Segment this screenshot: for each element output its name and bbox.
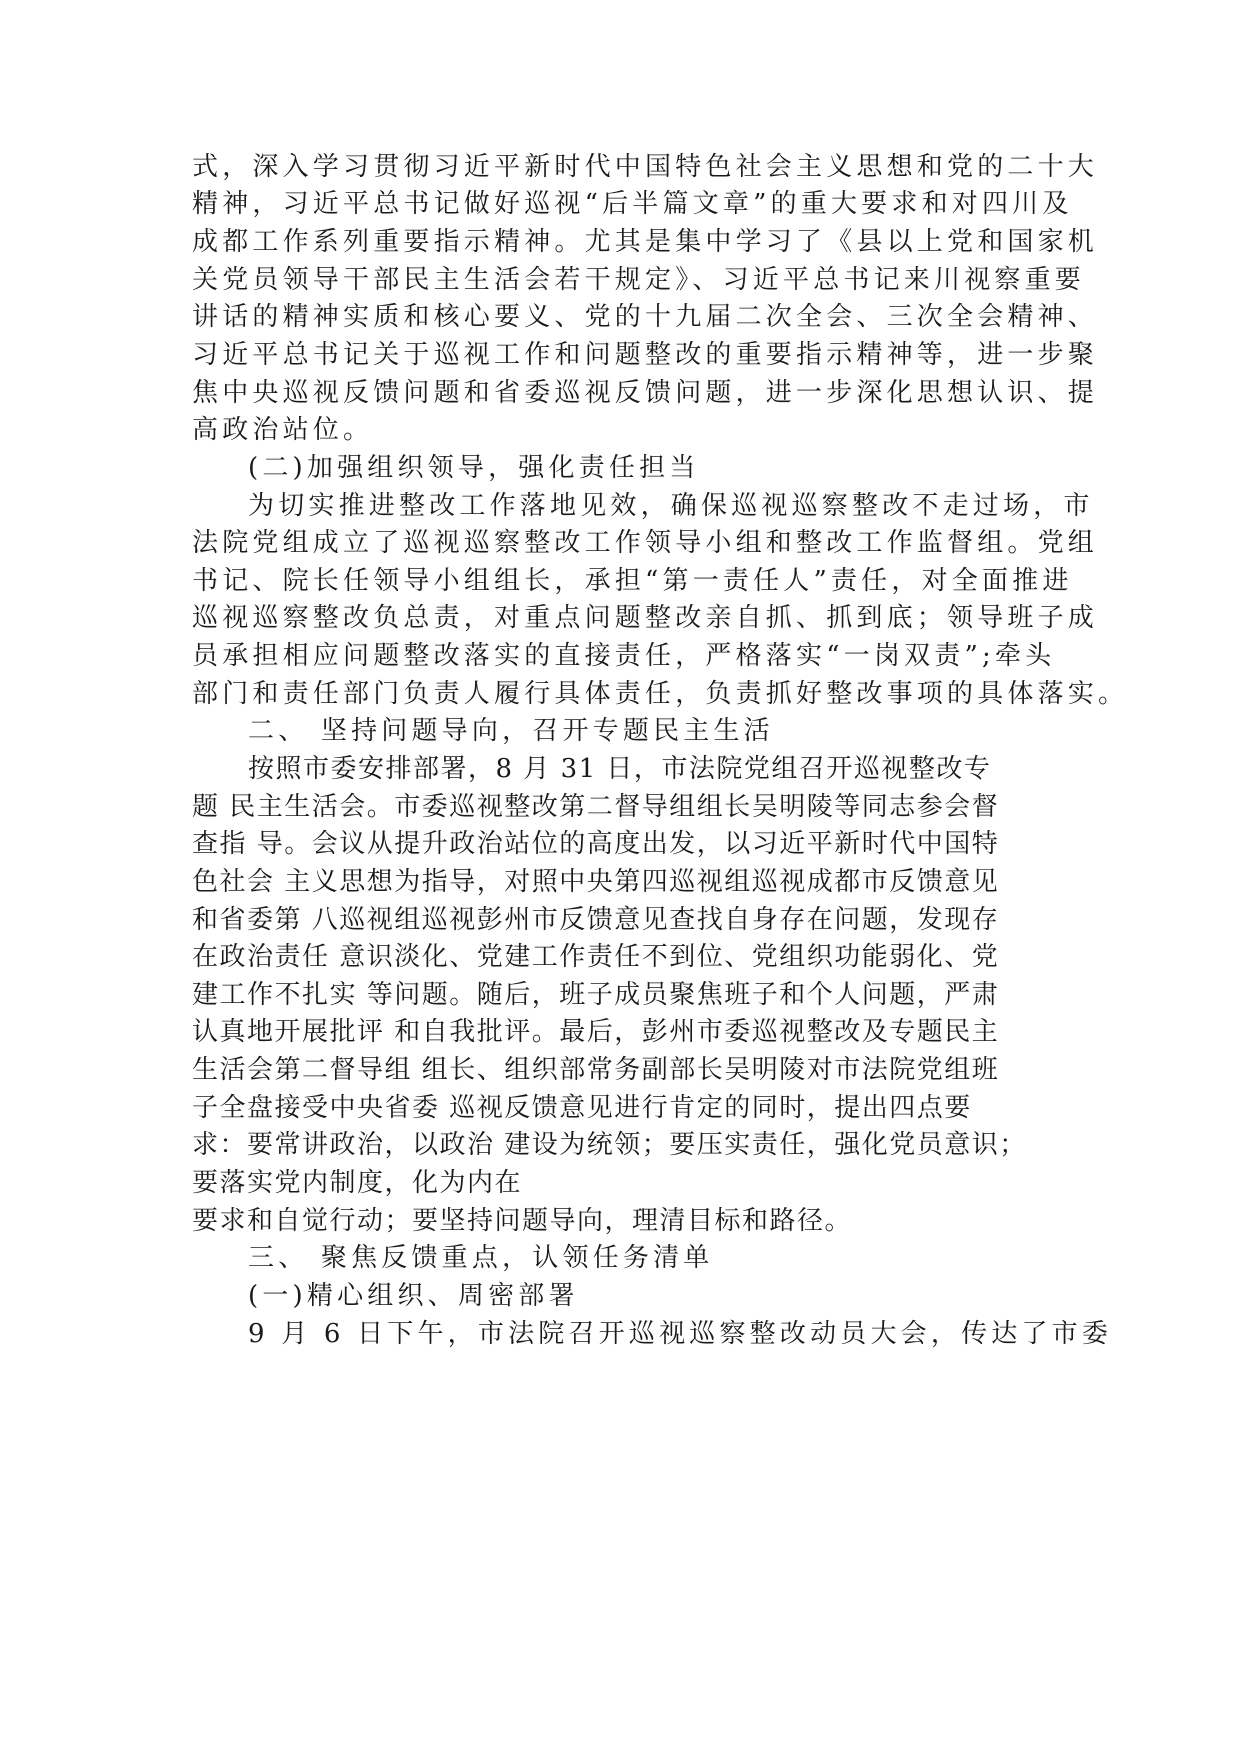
text-line: 讲话的精神实质和核心要义、党的十九届二次全会、三次全会精神、 — [192, 302, 1099, 332]
text-line: 精神，习近平总书记做好巡视“后半篇文章”的重大要求和对四川及 — [192, 189, 1073, 219]
text-line: 员承担相应问题整改落实的直接责任，严格落实“一岗双责”;牵头 — [192, 641, 1056, 671]
text-line: 生活会第二督导组 组长、组织部常务副部长吴明陵对市法院党组班 — [192, 1055, 1000, 1085]
text-line: 查指 导。会议从提升政治站位的高度出发，以习近平新时代中国特 — [192, 829, 1000, 859]
text-line: 和省委第 八巡视组巡视彭州市反馈意见查找自身存在问题，发现存 — [192, 905, 1000, 935]
text-line: 认真地开展批评 和自我批评。最后，彭州市委巡视整改及专题民主 — [192, 1017, 1000, 1047]
text-line: 建工作不扎实 等问题。随后，班子成员聚焦班子和个人问题，严肃 — [192, 980, 1000, 1010]
text-line: 要求和自觉行动；要坚持问题导向，理清目标和路径。 — [192, 1206, 853, 1236]
text-line: 高政治站位。 — [192, 415, 374, 445]
section-heading: (一)精心组织、周密部署 — [248, 1281, 579, 1311]
section-heading: 三、 聚焦反馈重点，认领任务清单 — [248, 1243, 714, 1273]
text-line: 书记、院长任领导小组组长，承担“第一责任人”责任，对全面推进 — [192, 566, 1073, 596]
text-line: 题 民主生活会。市委巡视整改第二督导组组长吴明陵等同志参会督 — [192, 792, 1000, 822]
text-line: 成都工作系列重要指示精神。尤其是集中学习了《县以上党和国家机 — [192, 227, 1099, 257]
text-line: 式，深入学习贯彻习近平新时代中国特色社会主义思想和党的二十大 — [192, 152, 1099, 182]
text-line: 按照市委安排部署，8 月 31 日，市法院党组召开巡视整改专 — [248, 754, 992, 784]
text-line: 关党员领导干部民主生活会若干规定》、习近平总书记来川视察重要 — [192, 265, 1086, 295]
text-line: 求：要常讲政治，以政治 建设为统领；要压实责任，强化党员意识； — [192, 1130, 1027, 1160]
text-line: 习近平总书记关于巡视工作和问题整改的重要指示精神等，进一步聚 — [192, 340, 1099, 370]
text-line: 要落实党内制度，化为内在 — [192, 1168, 523, 1198]
text-line: 为切实推进整改工作落地见效，确保巡视巡察整改不走过场，市 — [248, 491, 1094, 521]
text-line: 子全盘接受中央省委 巡视反馈意见进行肯定的同时，提出四点要 — [192, 1093, 972, 1123]
text-line: 法院党组成立了巡视巡察整改工作领导小组和整改工作监督组。党组 — [192, 528, 1099, 558]
section-heading: 二、 坚持问题导向，召开专题民主生活 — [248, 716, 774, 746]
text-line: 巡视巡察整改负总责，对重点问题整改亲自抓、抓到底；领导班子成 — [192, 603, 1099, 633]
text-line: 色社会 主义思想为指导，对照中央第四巡视组巡视成都市反馈意见 — [192, 867, 1000, 897]
section-heading: (二)加强组织领导，强化责任担当 — [248, 453, 700, 483]
text-line: 9 月 6 日下午，市法院召开巡视巡察整改动员大会，传达了市委 — [248, 1319, 1113, 1349]
text-line: 部门和责任部门负责人履行具体责任，负责抓好整改事项的具体落实。 — [192, 679, 1129, 709]
text-line: 焦中央巡视反馈问题和省委巡视反馈问题，进一步深化思想认识、提 — [192, 378, 1099, 408]
text-line: 在政治责任 意识淡化、党建工作责任不到位、党组织功能弱化、党 — [192, 942, 1000, 972]
